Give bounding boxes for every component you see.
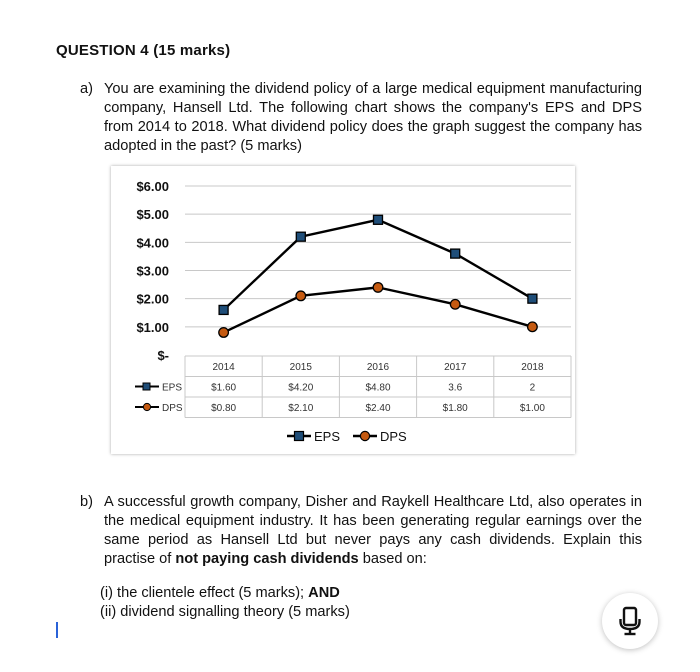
microphone-icon [618, 606, 642, 636]
part-b-text [104, 493, 642, 569]
part-b-text-start: A successful growth company, Disher and Raykell Healthcare Ltd, also operates in the medical equipment industry. It has been generating regular earnings over the same period as Hansell Ltd but never pays any cash dividends. Explain this practise of [104, 494, 642, 567]
data-label: $2.10 [288, 403, 314, 414]
data-point-dps [296, 291, 306, 301]
data-label: 2 [529, 382, 536, 394]
sub-i-text: (i) the clientele effect (5 marks); [100, 585, 309, 601]
data-label: $1.60 [211, 382, 237, 394]
legend-label: DPS [380, 429, 407, 444]
part-a-text: You are examining the dividend policy of a large medical equipment manufacturing company, Hansell Ltd. The following chart shows the company's EPS and DPS from 2014 to 2018. What dividend policy does the graph suggest the company has adopted in the past? (5 marks) [104, 81, 642, 154]
row-legend-label: EPS [162, 382, 183, 394]
y-tick-label: $4.00 [136, 235, 169, 251]
data-point-eps [219, 305, 228, 314]
data-label: $0.80 [211, 403, 237, 414]
x-tick-label: 2018 [521, 362, 544, 373]
y-tick-label: $1.00 [136, 319, 169, 335]
legend-label: EPS [314, 429, 341, 444]
y-tick-label: $3.00 [136, 263, 169, 279]
sub-i-bold: AND [308, 585, 340, 601]
part-a [80, 80, 642, 156]
question-title: QUESTION 4 (15 marks) [56, 42, 231, 59]
data-point-dps [528, 322, 538, 332]
y-tick-label: $6.00 [136, 179, 169, 194]
data-point-dps [450, 300, 460, 310]
row-legend-label: DPS [162, 403, 183, 414]
microphone-button[interactable] [602, 593, 658, 649]
legend-marker [295, 432, 304, 441]
data-label: $2.40 [365, 403, 391, 414]
y-tick-label: $5.00 [136, 207, 169, 223]
data-label: 3.6 [448, 382, 463, 394]
x-tick-label: 2015 [289, 362, 312, 373]
y-tick-label: $- [157, 348, 169, 363]
data-label: $4.80 [365, 382, 391, 394]
series-line-dps [224, 287, 533, 332]
data-point-dps [219, 328, 229, 338]
series-line-eps [224, 220, 533, 310]
x-tick-label: 2016 [366, 362, 390, 373]
sub-question-ii: (ii) dividend signalling theory (5 marks) [100, 604, 350, 620]
data-point-eps [528, 294, 537, 303]
data-label: $4.20 [288, 382, 314, 394]
part-b-text-end: based on: [358, 551, 427, 567]
data-label: $1.00 [519, 403, 545, 414]
data-point-eps [296, 232, 305, 241]
chart-svg [111, 166, 575, 454]
data-label: $1.80 [442, 403, 468, 414]
data-point-eps [374, 215, 383, 224]
x-tick-label: 2017 [444, 362, 467, 373]
legend-marker [143, 383, 150, 390]
data-point-dps [373, 283, 383, 293]
x-tick-label: 2014 [212, 362, 235, 373]
part-b-label: b) [80, 494, 93, 510]
part-a-label: a) [80, 81, 93, 97]
eps-dps-chart [111, 166, 575, 454]
legend-marker [360, 431, 369, 440]
data-point-eps [451, 249, 460, 258]
legend-marker [143, 403, 150, 410]
part-b-text-bold: not paying cash dividends [175, 551, 359, 567]
y-tick-label: $2.00 [136, 291, 169, 307]
sub-question-i [100, 585, 340, 601]
part-b [80, 493, 642, 569]
text-cursor [56, 622, 58, 638]
